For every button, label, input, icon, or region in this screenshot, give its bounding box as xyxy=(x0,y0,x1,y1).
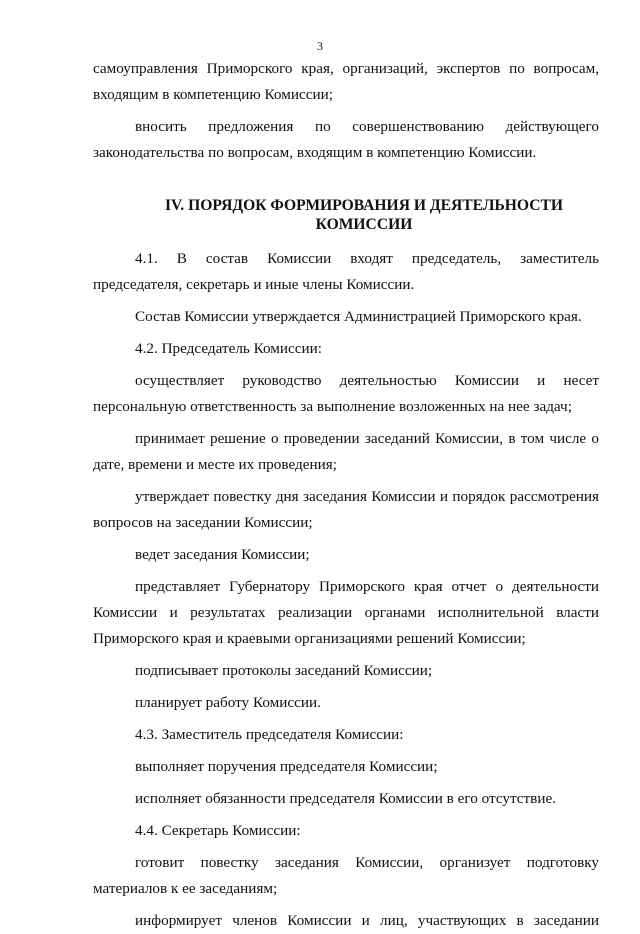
paragraph: планирует работу Комиссии. xyxy=(135,694,321,711)
section-heading xyxy=(93,196,599,234)
paragraph: представляет Губернатору Приморского края отчет о деятельности Комиссии и результатах реализации органами исполнительной власти Приморского края и краевыми организациями решений Комиссии; xyxy=(93,578,599,647)
paragraph: ведет заседания Комиссии; xyxy=(135,546,310,563)
section-heading-line: IV. ПОРЯДОК ФОРМИРОВАНИЯ И ДЕЯТЕЛЬНОСТИ xyxy=(164,197,564,214)
paragraph: принимает решение о проведении заседаний Комиссии, в том числе о дате, времени и месте их проведения; xyxy=(93,430,599,473)
paragraph: 4.1. В состав Комиссии входят председатель, заместитель председателя, секретарь и иные члены Комиссии. xyxy=(93,250,599,293)
paragraph: 4.3. Заместитель председателя Комиссии: xyxy=(135,726,404,743)
paragraph: подписывает протоколы заседаний Комиссии; xyxy=(135,662,433,679)
paragraph: исполняет обязанности председателя Комиссии в его отсутствие. xyxy=(135,790,557,807)
paragraph: самоуправления Приморского края, организаций, экспертов по вопросам, входящим в компетенцию Комиссии; xyxy=(93,60,599,103)
section-heading-line: КОМИССИИ xyxy=(315,216,413,233)
paragraph: Состав Комиссии утверждается Администрацией Приморского края. xyxy=(135,308,582,325)
paragraph: вносить предложения по совершенствованию действующего законодательства по вопросам, входящим в компетенцию Комиссии. xyxy=(93,118,599,161)
page-number: 3 xyxy=(317,39,323,53)
paragraph: осуществляет руководство деятельностью Комиссии и несет персональную ответственность за выполнение возложенных на нее задач; xyxy=(93,372,599,415)
paragraph: 4.4. Секретарь Комиссии: xyxy=(135,822,301,839)
document-body xyxy=(93,56,599,934)
paragraph: 4.2. Председатель Комиссии: xyxy=(135,340,323,357)
paragraph: готовит повестку заседания Комиссии, организует подготовку материалов к ее заседаниям; xyxy=(93,854,599,897)
paragraph: выполняет поручения председателя Комиссии; xyxy=(135,758,438,775)
paragraph: утверждает повестку дня заседания Комиссии и порядок рассмотрения вопросов на заседании Комиссии; xyxy=(93,488,599,531)
paragraph: информирует членов Комиссии и лиц, участвующих в заседании xyxy=(135,912,599,929)
